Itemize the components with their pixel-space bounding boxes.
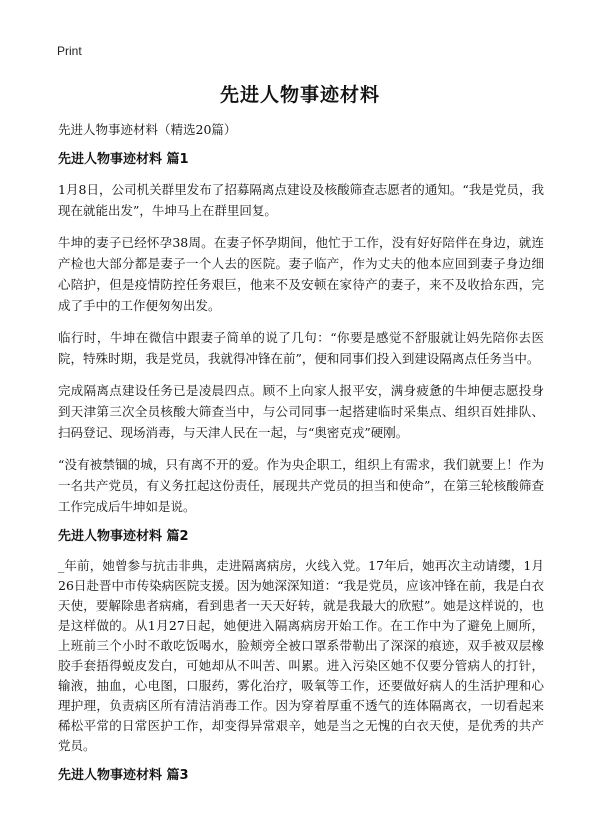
paragraph: 牛坤的妻子已经怀孕38周。在妻子怀孕期间，他忙于工作，没有好好陪伴在身边，就连产检也大部分都是妻子一个人去的医院。妻子临产，作为丈夫的他本应回到妻子身边细心陪护，但是疫情防控任务艰巨，他来不及安顿在家待产的妻子，来不及收拾东西，完成了手中的工作便匆匆出发。	[58, 235, 544, 313]
document-title: 先进人物事迹材料	[219, 84, 380, 106]
section-heading: 先进人物事迹材料 篇3	[58, 768, 189, 783]
document-subtitle: 先进人物事迹材料（精选20篇）	[58, 122, 237, 137]
section-3	[58, 767, 544, 785]
paragraph: _年前，她曾参与抗击非典，走进隔离病房，火线入党。17年后，她再次主动请缨，1月26日赴晋中市传染病医院支援。因为她深深知道：“我是党员，应该冲锋在前，我是白衣天使，要解除患者病痛，看到患者一天天好转，就是我最大的欣慰”。她是这样说的，也是这样做的。从1月27日起，她便进入隔离病房开始工作。在工作中为了避免上厕所，上班前三个小时不敢吃饭喝水，脸颊旁全被口罩系带勒出了深深的痕迹，双手被双层橡胶手套捂得蜕皮发白，可她却从不叫苦、叫累。进入污染区她不仅要分管病人的打针，输液，抽血，心电图，口服药，雾化治疗，吸氧等工作，还要做好病人的生活护理和心理护理，负责病区所有清洁消毒工作。因为穿着厚重不透气的连体隔离衣，一切看起来稀松平常的日常医护工作，却变得异常艰辛，她是当之无愧的白衣天使，是优秀的共产党员。	[58, 558, 544, 753]
section-1	[58, 151, 544, 517]
paragraph: 临行时，牛坤在微信中跟妻子简单的说了几句：“你要是感觉不舒服就让妈先陪你去医院，特殊时期，我是党员，我就得冲锋在前”，便和同事们投入到建设隔离点任务当中。	[58, 330, 544, 366]
section-heading: 先进人物事迹材料 篇2	[58, 529, 189, 544]
section-2	[58, 528, 544, 756]
print-link[interactable]: Print	[57, 44, 82, 58]
paragraph: 1月8日，公司机关群里发布了招募隔离点建设及核酸筛查志愿者的通知。“我是党员，我现在就能出发”，牛坤马上在群里回复。	[58, 182, 544, 218]
section-heading: 先进人物事迹材料 篇1	[58, 152, 189, 167]
document-body	[58, 121, 544, 795]
paragraph: 完成隔离点建设任务已是凌晨四点。顾不上向家人报平安，满身疲惫的牛坤便志愿投身到天津第三次全员核酸大筛查当中，与公司同事一起搭建临时采集点、组织百姓排队、扫码登记、现场消毒，与天津人民在一起，与“奥密克戎”硬刚。	[58, 383, 544, 440]
paragraph: “没有被禁锢的城，只有离不开的爱。作为央企职工，组织上有需求，我们就要上！作为一名共产党员，有义务扛起这份责任，展现共产党员的担当和使命”，在第三轮核酸筛查工作完成后牛坤如是说。	[58, 457, 544, 514]
